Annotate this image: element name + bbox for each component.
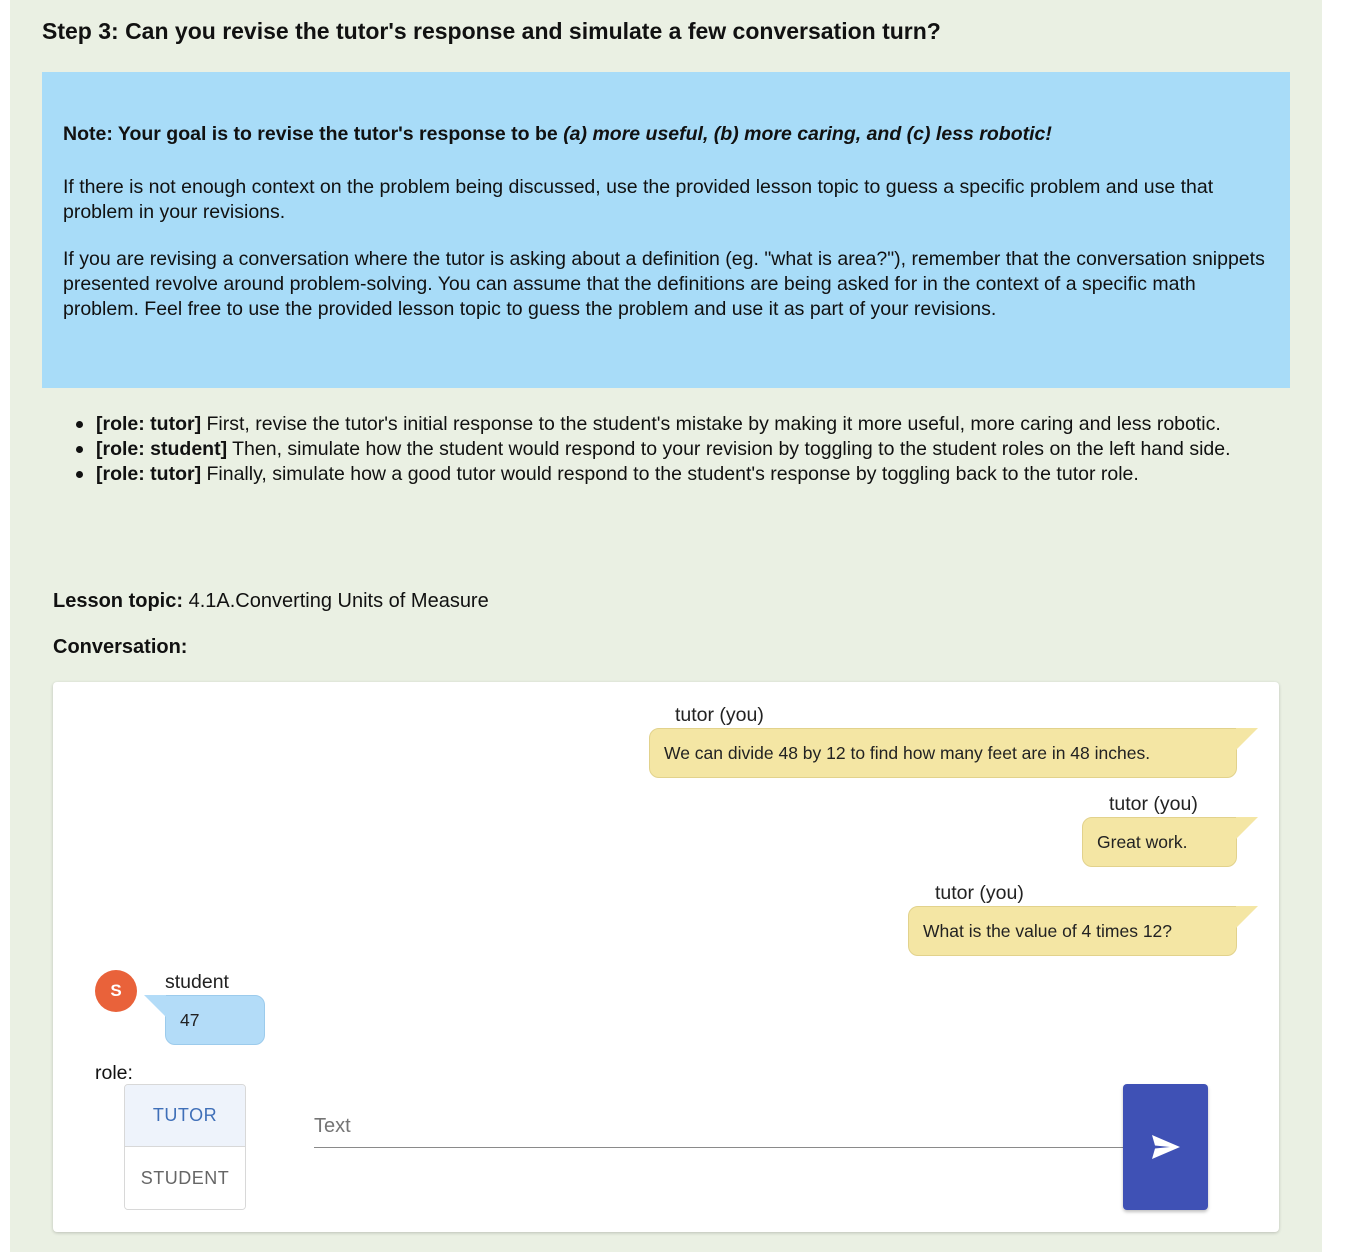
lesson-topic [53,590,489,613]
note-box [42,72,1290,388]
lesson-topic-value: 4.1A.Converting Units of Measure [183,590,489,612]
student-message-bubble: 47 [165,995,265,1045]
instruction-item [96,462,1296,487]
message-sender: tutor (you) [675,704,764,726]
page [10,0,1322,1252]
note-paragraph-definitions: If you are revising a conversation where the tutor is asking about a definition (eg. "what is area?"), remember that the conversation snippets presented revolve around problem-solving. You can assume that the definitions are being asked for in the context of a specific math problem. Feel free to use the provided lesson topic to guess the problem and use it as part of your revisions. [63,248,1265,320]
instruction-role: [role: student] [96,438,228,460]
instruction-list [96,412,1296,487]
note-heading [63,122,1268,147]
conversation-label: Conversation: [53,636,188,658]
note-paragraph-context: If there is not enough context on the problem being discussed, use the provided lesson topic to guess a specific problem and use that problem in your revisions. [63,176,1214,223]
tutor-message-bubble: Great work. [1082,817,1237,867]
role-toggle-group [124,1084,246,1210]
instruction-role: [role: tutor] [96,463,202,485]
message-sender: tutor (you) [1109,793,1198,815]
tutor-message-bubble: We can divide 48 by 12 to find how many feet are in 48 inches. [649,728,1237,778]
student-avatar: S [95,970,137,1012]
note-heading-emphasis: (a) more useful, (b) more caring, and (c) less robotic! [563,123,1052,145]
tutor-message-bubble: What is the value of 4 times 12? [908,906,1237,956]
role-label: role: [95,1062,133,1084]
step-title: Step 3: Can you revise the tutor's response and simulate a few conversation turn? [42,18,941,44]
message-text-input[interactable] [314,1106,1124,1148]
send-arrow-icon [1150,1133,1182,1161]
role-student-button[interactable]: STUDENT [125,1147,245,1209]
instruction-item [96,437,1296,462]
instruction-item [96,412,1296,437]
instruction-text: Finally, simulate how a good tutor would respond to the student's response by toggling back to the tutor role. [201,463,1139,485]
message-sender: student [165,971,229,993]
instruction-text: First, revise the tutor's initial response to the student's mistake by making it more useful, more caring and less robotic. [201,413,1221,435]
message-sender: tutor (you) [935,882,1024,904]
lesson-topic-label: Lesson topic: [53,590,184,612]
note-heading-prefix: Note: Your goal is to revise the tutor's response to be [63,123,564,145]
send-button[interactable] [1123,1084,1208,1210]
role-tutor-button[interactable]: TUTOR [125,1085,245,1147]
instruction-role: [role: tutor] [96,413,202,435]
chat-panel [53,682,1279,1232]
instruction-text: Then, simulate how the student would respond to your revision by toggling to the student roles on the left hand side. [227,438,1231,460]
